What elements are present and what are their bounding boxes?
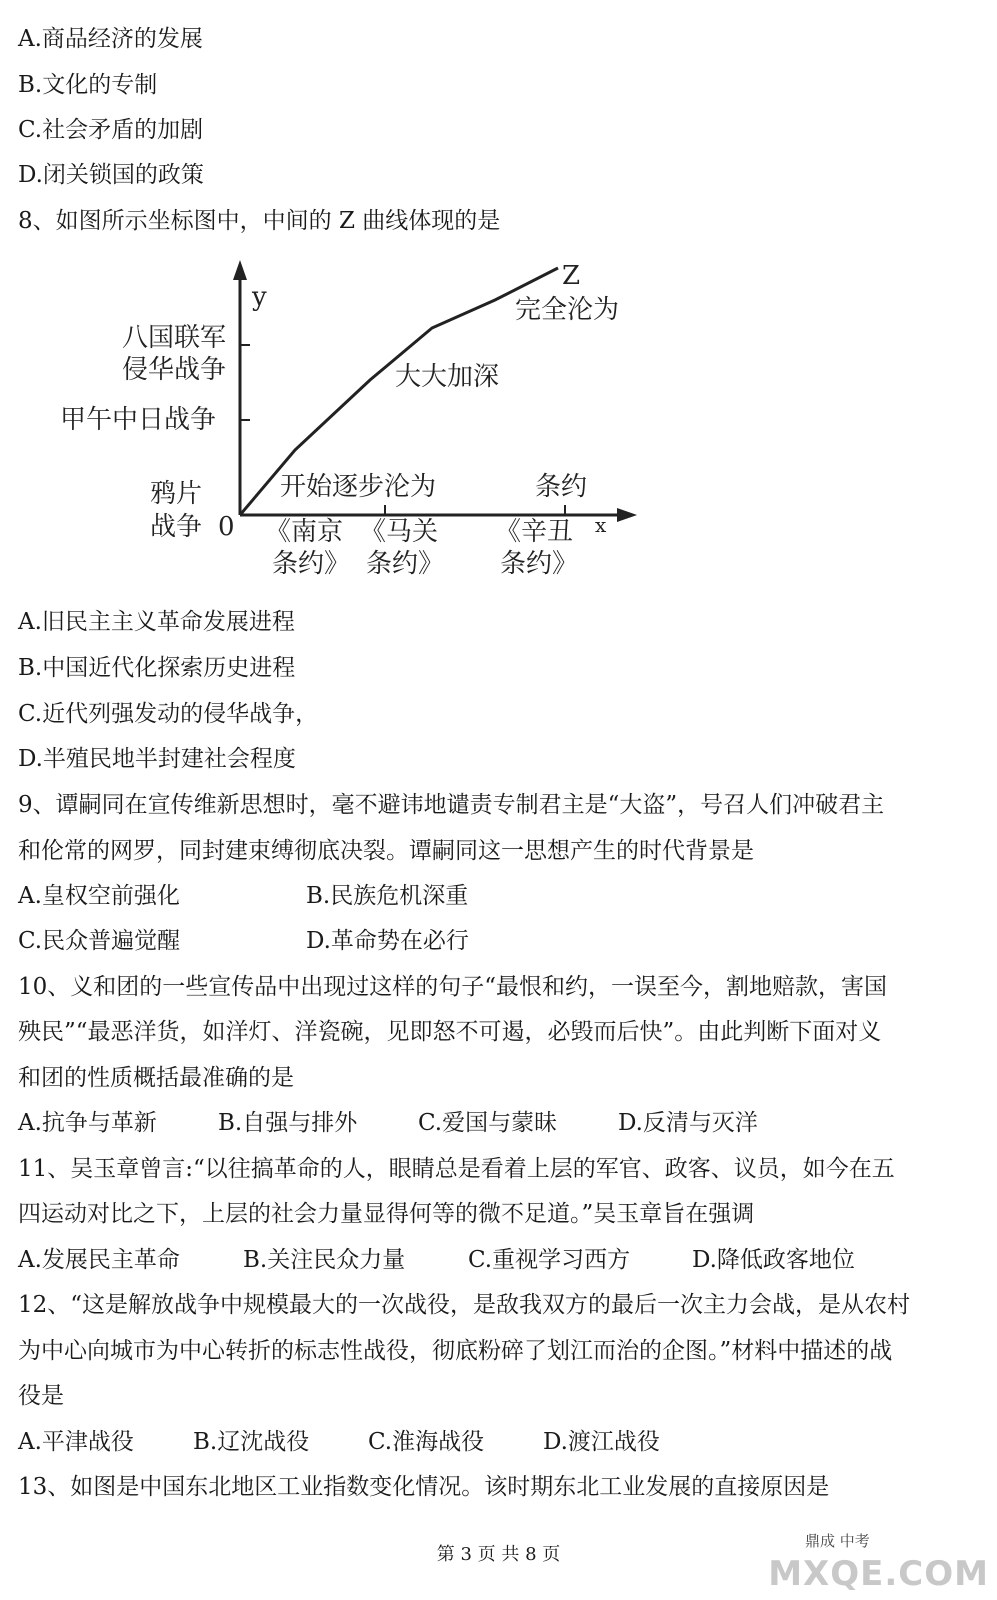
q11-option-c: C.重视学习西方	[468, 1247, 631, 1273]
q9-option-d: D.革命势在必行	[306, 928, 469, 954]
q9-option-a: A.皇权空前强化	[18, 883, 180, 909]
q12-stem-line-3: 役是	[18, 1383, 64, 1409]
page-number: 第 3 页 共 8 页	[436, 1544, 561, 1565]
y-axis-arrow-icon	[233, 260, 247, 280]
origin-label: 0	[218, 512, 235, 542]
q11-stem-line-1: 11、吴玉章曾言:“以往搞革命的人，眼睛总是看着上层的军官、政客、议员，如今在五	[18, 1156, 895, 1182]
q12-option-b: B.辽沈战役	[193, 1429, 310, 1455]
q9-option-b: B.民族危机深重	[306, 883, 469, 909]
y-label-opium-1: 鸦片	[150, 479, 203, 509]
q12-option-d: D.渡江战役	[543, 1429, 660, 1455]
q12-stem-line-1: 12、“这是解放战争中规模最大的一次战役，是敌我双方的最后一次主力会战，是从农村	[18, 1292, 911, 1318]
q12-stem-line-2: 为中心向城市为中心转折的标志性战役，彻底粉碎了划江而治的企图。”材料中描述的战	[18, 1338, 893, 1364]
q12-option-a: A.平津战役	[18, 1429, 134, 1455]
annotation-complete: 完全沦为	[515, 295, 620, 325]
y-label-opium-2: 战争	[150, 512, 203, 542]
annotation-begin: 开始逐步沦为	[280, 472, 437, 502]
y-label-sino-japanese: 甲午中日战争	[60, 405, 217, 435]
x-label-nanjing-1: 《南京	[265, 517, 344, 547]
q10-option-d: D.反清与灭洋	[618, 1110, 758, 1136]
q9-stem-line-1: 9、谭嗣同在宣传维新思想时，毫不避讳地谴责专制君主是“大盗”，号召人们冲破君主	[18, 792, 885, 818]
q8-option-c: C.近代列强发动的侵华战争，	[18, 701, 319, 727]
x-label-xinchou-1: 《辛丑	[495, 517, 574, 547]
publisher-stamp: 鼎成 中考	[805, 1532, 870, 1550]
q7-option-b: B.文化的专制	[18, 72, 158, 98]
q10-option-b: B.自强与排外	[218, 1110, 358, 1136]
y-axis-label: y	[252, 282, 267, 312]
watermark: MXQE.COM	[768, 1554, 989, 1594]
x-label-maguan-1: 《马关	[360, 517, 439, 547]
q8-coordinate-graph	[40, 250, 660, 590]
q8-option-d: D.半殖民地半封建社会程度	[18, 746, 296, 772]
q9-stem-line-2: 和伦常的网罗，同封建束缚彻底决裂。谭嗣同这一思想产生的时代背景是	[18, 838, 754, 864]
x-axis-label: x	[595, 513, 607, 537]
q11-option-d: D.降低政客地位	[692, 1247, 855, 1273]
q10-option-c: C.爱国与蒙昧	[418, 1110, 558, 1136]
q8-stem: 8、如图所示坐标图中，中间的 Z 曲线体现的是	[18, 208, 501, 234]
q7-option-a: A.商品经济的发展	[18, 26, 203, 52]
q7-option-d: D.闭关锁国的政策	[18, 162, 204, 188]
q10-stem-line-2: 殃民”“最恶洋货，如洋灯、洋瓷碗，见即怒不可遏，必毁而后快”。由此判断下面对义	[18, 1019, 882, 1045]
q10-option-a: A.抗争与革新	[18, 1110, 157, 1136]
q10-stem-line-1: 10、义和团的一些宣传品中出现过这样的句子“最恨和约，一误至今，割地赔款，害国	[18, 974, 888, 1000]
q7-option-c: C.社会矛盾的加剧	[18, 117, 204, 143]
q8-option-b: B.中国近代化探索历史进程	[18, 655, 296, 681]
x-label-nanjing-2: 条约》	[272, 549, 351, 579]
curve-label: Z	[562, 261, 581, 291]
annotation-treaty: 条约	[535, 472, 588, 502]
q13-stem: 13、如图是中国东北地区工业指数变化情况。该时期东北工业发展的直接原因是	[18, 1474, 830, 1500]
q11-option-a: A.发展民主革命	[18, 1247, 180, 1273]
q9-option-c: C.民众普遍觉醒	[18, 928, 181, 954]
q8-option-a: A.旧民主主义革命发展进程	[18, 609, 295, 635]
q12-option-c: C.淮海战役	[368, 1429, 485, 1455]
x-label-maguan-2: 条约》	[366, 549, 445, 579]
x-label-xinchou-2: 条约》	[500, 549, 579, 579]
q11-option-b: B.关注民众力量	[243, 1247, 406, 1273]
y-label-eight-nation-1: 八国联军	[122, 323, 227, 353]
q10-stem-line-3: 和团的性质概括最准确的是	[18, 1065, 294, 1091]
y-label-eight-nation-2: 侵华战争	[122, 355, 227, 385]
q11-stem-line-2: 四运动对比之下，上层的社会力量显得何等的微不足道。”吴玉章旨在强调	[18, 1201, 755, 1227]
annotation-deepen: 大大加深	[395, 362, 500, 392]
x-axis-arrow-icon	[617, 508, 637, 522]
